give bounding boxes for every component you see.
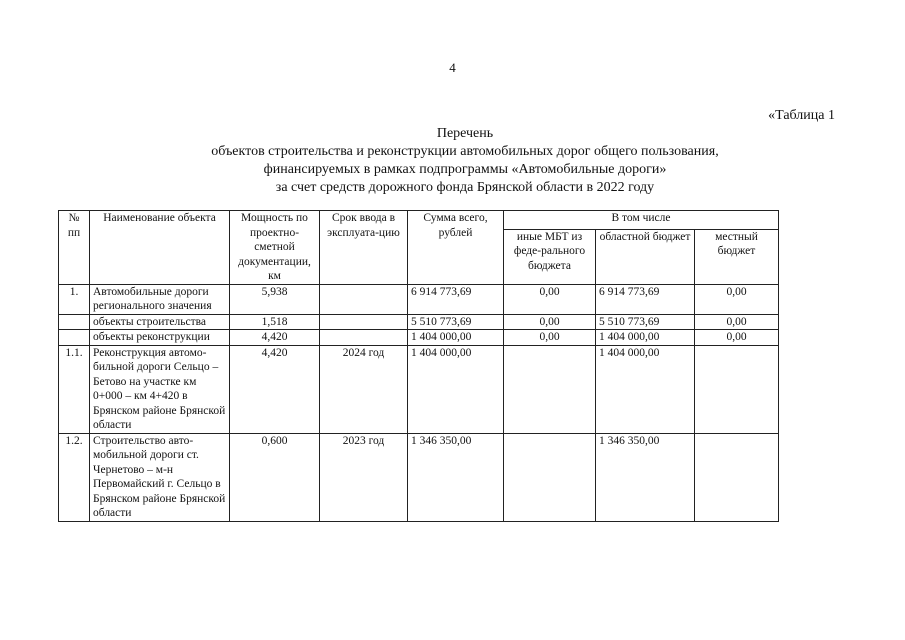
page-number: 4	[449, 60, 456, 75]
header-commission: Срок ввода в эксплуата-цию	[320, 211, 408, 285]
header-capacity: Мощность по проектно-сметной документации, км	[230, 211, 320, 285]
table-row	[59, 284, 779, 314]
cell-commission	[320, 330, 408, 346]
header-mbt: иные МБТ из феде-рального бюджета	[504, 229, 596, 284]
table-row	[59, 345, 779, 433]
table-row	[59, 314, 779, 330]
cell-name: Реконструкция автомо-бильной дороги Сельцо – Бетово на участке км 0+000 – км 4+420 в Брянском районе Брянской области	[90, 345, 230, 433]
cell-regional: 1 404 000,00	[596, 330, 695, 346]
cell-regional: 5 510 773,69	[596, 314, 695, 330]
cell-regional: 1 346 350,00	[596, 433, 695, 521]
cell-mbt: 0,00	[504, 314, 596, 330]
cell-capacity: 0,600	[230, 433, 320, 521]
cell-mbt: 0,00	[504, 330, 596, 346]
cell-capacity: 4,420	[230, 330, 320, 346]
header-no: № пп	[59, 211, 90, 285]
cell-mbt	[504, 433, 596, 521]
cell-no	[59, 314, 90, 330]
cell-capacity: 1,518	[230, 314, 320, 330]
cell-regional: 6 914 773,69	[596, 284, 695, 314]
cell-name: Строительство авто-мобильной дороги ст. Чернетово – м-н Первомайский г. Сельцо в Брянском районе Брянской области	[90, 433, 230, 521]
cell-local: 0,00	[695, 284, 779, 314]
cell-commission: 2023 год	[320, 433, 408, 521]
cell-no	[59, 330, 90, 346]
cell-local	[695, 345, 779, 433]
cell-total: 1 404 000,00	[408, 345, 504, 433]
title-line-2: объектов строительства и реконструкции автомобильных дорог общего пользования,	[211, 144, 719, 159]
header-local: местный бюджет	[695, 229, 779, 284]
cell-capacity: 4,420	[230, 345, 320, 433]
cell-local	[695, 433, 779, 521]
cell-local: 0,00	[695, 314, 779, 330]
title-line-3: финансируемых в рамках подпрограммы «Автомобильные дороги»	[263, 162, 667, 177]
cell-name: объекты строительства	[90, 314, 230, 330]
title-line-4: за счет средств дорожного фонда Брянской области в 2022 году	[275, 180, 655, 195]
cell-name: Автомобильные дороги регионального значения	[90, 284, 230, 314]
table-reference: «Таблица 1	[768, 108, 835, 123]
cell-total: 1 346 350,00	[408, 433, 504, 521]
cell-no: 1.	[59, 284, 90, 314]
cell-total: 1 404 000,00	[408, 330, 504, 346]
cell-total: 5 510 773,69	[408, 314, 504, 330]
objects-table	[58, 210, 779, 522]
cell-total: 6 914 773,69	[408, 284, 504, 314]
cell-regional: 1 404 000,00	[596, 345, 695, 433]
header-regional: областной бюджет	[596, 229, 695, 284]
cell-commission	[320, 284, 408, 314]
cell-mbt: 0,00	[504, 284, 596, 314]
cell-commission	[320, 314, 408, 330]
cell-no: 1.1.	[59, 345, 90, 433]
header-total: Сумма всего, рублей	[408, 211, 504, 285]
cell-mbt	[504, 345, 596, 433]
table-row	[59, 433, 779, 521]
cell-commission: 2024 год	[320, 345, 408, 433]
cell-local: 0,00	[695, 330, 779, 346]
cell-no: 1.2.	[59, 433, 90, 521]
table-row	[59, 330, 779, 346]
document-title	[0, 125, 905, 197]
cell-name: объекты реконструкции	[90, 330, 230, 346]
cell-capacity: 5,938	[230, 284, 320, 314]
title-line-1: Перечень	[436, 126, 494, 141]
header-including: В том числе	[504, 211, 779, 230]
header-name: Наименование объекта	[90, 211, 230, 285]
